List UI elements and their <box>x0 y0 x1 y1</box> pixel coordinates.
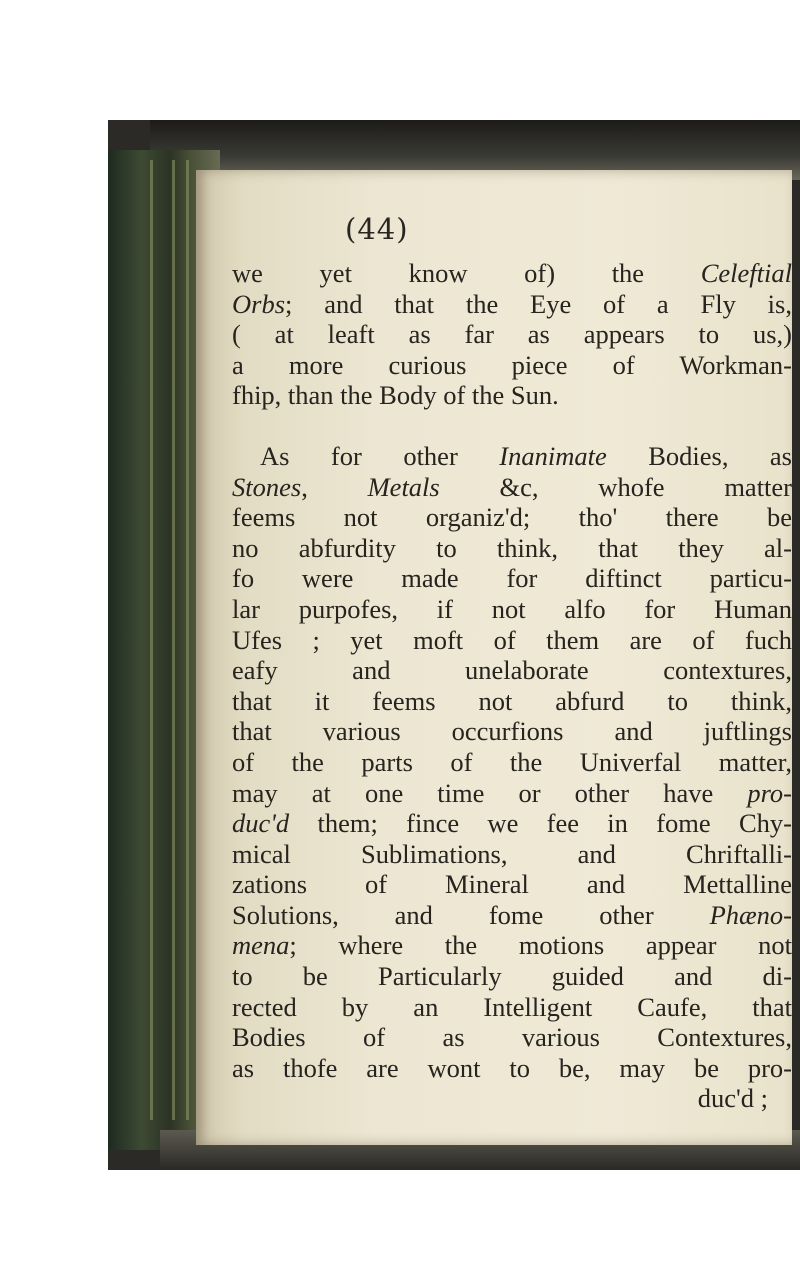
text-line: eafy and unelaborate contextures, <box>232 655 792 686</box>
binding-stripe <box>172 160 175 1120</box>
text-line: ( at leaft as far as appears to us,) <box>232 319 792 350</box>
text-line: fo were made for diftinct particu- <box>232 563 792 594</box>
binding-stripe <box>186 160 189 1120</box>
text-line: lar purpofes, if not alfo for Human <box>232 593 792 624</box>
text-line: Stones, Metals &c, whofe matter <box>232 471 792 502</box>
text-line: that various occurfions and juftlings <box>232 716 792 747</box>
text-line: we yet know of) the Celeftial <box>232 258 792 288</box>
text-line: Solutions, and fome other Phæno- <box>232 899 792 930</box>
text-line: to be Particularly guided and di- <box>232 961 792 992</box>
catchword-line: duc'd ; <box>697 1083 768 1114</box>
body-text <box>232 258 792 1114</box>
text-line: duc'd them; fince we fee in fome Chy- <box>232 808 792 839</box>
text-line: Ufes ; yet moft of them are of fuch <box>232 624 792 655</box>
text-line: feems not organiz'd; tho' there be <box>232 502 792 533</box>
text-line: as thofe are wont to be, may be pro- <box>232 1052 792 1083</box>
text-line: Bodies of as various Contextures, <box>232 1022 792 1053</box>
text-line: rected by an Intelligent Caufe, that <box>232 991 792 1022</box>
text-line: that it feems not abfurd to think, <box>232 685 792 716</box>
text-line: a more curious piece of Workman- <box>232 349 792 380</box>
text-line: no abfurdity to think, that they al- <box>232 532 792 563</box>
binding-stripe <box>150 160 153 1120</box>
text-line: of the parts of the Univerfal matter, <box>232 746 792 777</box>
text-line: mena; where the motions appear not <box>232 930 792 961</box>
page-number: (44) <box>345 212 409 246</box>
text-line: fhip, than the Body of the Sun. <box>232 380 559 411</box>
text-line: As for other Inanimate Bodies, as <box>260 440 792 471</box>
text-line: may at one time or other have pro- <box>232 777 792 808</box>
text-line: zations of Mineral and Mettalline <box>232 869 792 900</box>
text-line: mical Sublimations, and Chriftalli- <box>232 838 792 869</box>
text-line: Orbs; and that the Eye of a Fly is, <box>232 288 792 319</box>
